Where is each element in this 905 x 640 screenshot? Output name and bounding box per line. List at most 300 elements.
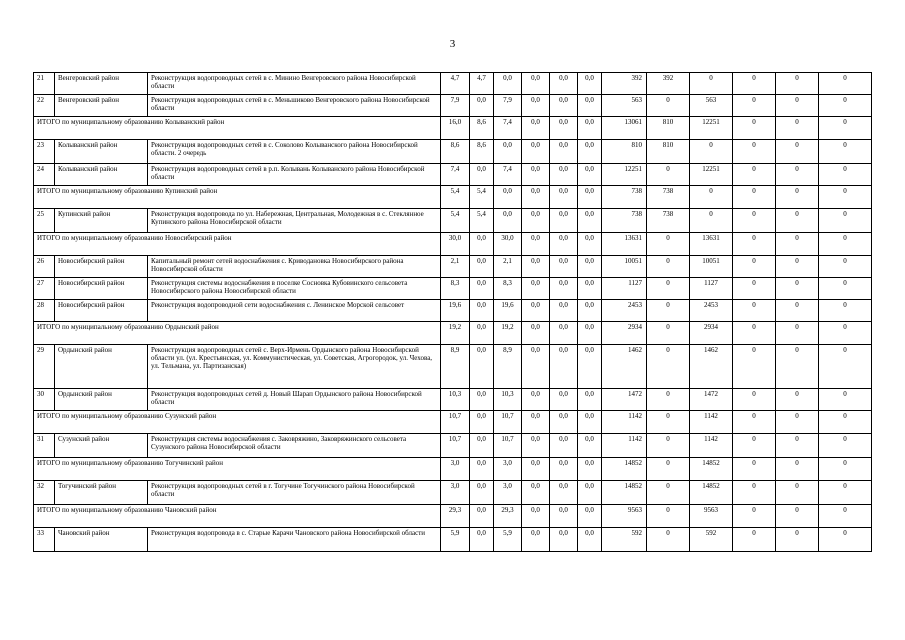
value-cell: 0 bbox=[819, 209, 872, 233]
value-cell: 0 bbox=[733, 164, 776, 186]
value-cell: 0,0 bbox=[522, 117, 550, 140]
table-row bbox=[34, 434, 872, 458]
value-cell: 0,0 bbox=[470, 233, 494, 256]
value-cell: 392 bbox=[647, 73, 690, 95]
value-cell: 0 bbox=[647, 458, 690, 481]
value-cell: 0 bbox=[776, 73, 819, 95]
value-cell: 0,0 bbox=[550, 73, 578, 95]
total-label-cell: ИТОГО по муниципальному образованию Сузунский район bbox=[34, 411, 441, 434]
value-cell: 0 bbox=[733, 434, 776, 458]
total-row bbox=[34, 458, 872, 481]
total-row bbox=[34, 322, 872, 345]
value-cell: 0,0 bbox=[578, 411, 602, 434]
value-cell: 0,0 bbox=[522, 73, 550, 95]
value-cell: 5,4 bbox=[470, 209, 494, 233]
project-name-cell: Реконструкция водопроводных сетей в р.п. Колывань Колыванского района Новосибирской области bbox=[148, 164, 441, 186]
value-cell: 0 bbox=[776, 458, 819, 481]
value-cell: 0,0 bbox=[470, 411, 494, 434]
total-row bbox=[34, 505, 872, 528]
value-cell: 0 bbox=[690, 209, 733, 233]
table-row bbox=[34, 209, 872, 233]
value-cell: 1142 bbox=[690, 411, 733, 434]
table-row bbox=[34, 256, 872, 278]
value-cell: 16,0 bbox=[441, 117, 470, 140]
value-cell: 3,0 bbox=[494, 481, 522, 505]
value-cell: 8,6 bbox=[470, 117, 494, 140]
value-cell: 0 bbox=[776, 256, 819, 278]
value-cell: 0 bbox=[819, 73, 872, 95]
value-cell: 0,0 bbox=[578, 389, 602, 411]
value-cell: 14852 bbox=[602, 481, 647, 505]
table-row bbox=[34, 164, 872, 186]
row-number: 25 bbox=[34, 209, 55, 233]
value-cell: 0 bbox=[690, 73, 733, 95]
value-cell: 1472 bbox=[602, 389, 647, 411]
value-cell: 0,0 bbox=[550, 322, 578, 345]
value-cell: 0 bbox=[819, 434, 872, 458]
value-cell: 5,4 bbox=[441, 209, 470, 233]
value-cell: 0,0 bbox=[578, 481, 602, 505]
value-cell: 0 bbox=[647, 505, 690, 528]
value-cell: 0,0 bbox=[578, 95, 602, 117]
total-label-cell: ИТОГО по муниципальному образованию Ордынский район bbox=[34, 322, 441, 345]
total-row bbox=[34, 411, 872, 434]
value-cell: 1142 bbox=[602, 434, 647, 458]
value-cell: 0,0 bbox=[578, 345, 602, 389]
table-row bbox=[34, 278, 872, 300]
value-cell: 0 bbox=[776, 345, 819, 389]
value-cell: 7,4 bbox=[494, 117, 522, 140]
row-number: 22 bbox=[34, 95, 55, 117]
table-row bbox=[34, 73, 872, 95]
district-cell: Колыванский район bbox=[55, 164, 148, 186]
table-row bbox=[34, 481, 872, 505]
value-cell: 0,0 bbox=[522, 322, 550, 345]
value-cell: 0 bbox=[776, 117, 819, 140]
value-cell: 0,0 bbox=[470, 528, 494, 552]
value-cell: 0 bbox=[819, 256, 872, 278]
value-cell: 592 bbox=[690, 528, 733, 552]
value-cell: 0 bbox=[776, 186, 819, 209]
value-cell: 0,0 bbox=[550, 186, 578, 209]
value-cell: 13631 bbox=[690, 233, 733, 256]
table-row bbox=[34, 95, 872, 117]
value-cell: 0,0 bbox=[470, 95, 494, 117]
value-cell: 0,0 bbox=[550, 256, 578, 278]
value-cell: 0,0 bbox=[550, 278, 578, 300]
table-row bbox=[34, 300, 872, 322]
row-number: 33 bbox=[34, 528, 55, 552]
value-cell: 0,0 bbox=[550, 95, 578, 117]
value-cell: 0 bbox=[647, 278, 690, 300]
value-cell: 2934 bbox=[690, 322, 733, 345]
value-cell: 0 bbox=[776, 434, 819, 458]
value-cell: 13631 bbox=[602, 233, 647, 256]
value-cell: 3,0 bbox=[441, 458, 470, 481]
value-cell: 10,7 bbox=[441, 434, 470, 458]
value-cell: 9563 bbox=[602, 505, 647, 528]
value-cell: 0,0 bbox=[494, 209, 522, 233]
value-cell: 4,7 bbox=[470, 73, 494, 95]
value-cell: 0,0 bbox=[578, 209, 602, 233]
value-cell: 0,0 bbox=[578, 186, 602, 209]
value-cell: 0,0 bbox=[550, 300, 578, 322]
value-cell: 0 bbox=[776, 322, 819, 345]
row-number: 30 bbox=[34, 389, 55, 411]
value-cell: 0 bbox=[733, 256, 776, 278]
value-cell: 0,0 bbox=[522, 481, 550, 505]
value-cell: 29,3 bbox=[441, 505, 470, 528]
row-number: 27 bbox=[34, 278, 55, 300]
value-cell: 0 bbox=[733, 411, 776, 434]
value-cell: 0,0 bbox=[494, 73, 522, 95]
value-cell: 1472 bbox=[690, 389, 733, 411]
value-cell: 0 bbox=[733, 209, 776, 233]
value-cell: 0 bbox=[647, 411, 690, 434]
value-cell: 810 bbox=[647, 117, 690, 140]
value-cell: 0 bbox=[776, 528, 819, 552]
value-cell: 0 bbox=[647, 481, 690, 505]
total-label-cell: ИТОГО по муниципальному образованию Колыванский район bbox=[34, 117, 441, 140]
value-cell: 0,0 bbox=[578, 300, 602, 322]
value-cell: 563 bbox=[690, 95, 733, 117]
value-cell: 0 bbox=[647, 434, 690, 458]
value-cell: 0 bbox=[819, 505, 872, 528]
value-cell: 10051 bbox=[602, 256, 647, 278]
value-cell: 10051 bbox=[690, 256, 733, 278]
value-cell: 0 bbox=[733, 458, 776, 481]
value-cell: 0,0 bbox=[550, 505, 578, 528]
value-cell: 1127 bbox=[690, 278, 733, 300]
value-cell: 0 bbox=[690, 186, 733, 209]
value-cell: 0 bbox=[819, 117, 872, 140]
value-cell: 0 bbox=[776, 411, 819, 434]
value-cell: 0,0 bbox=[578, 256, 602, 278]
value-cell: 0,0 bbox=[550, 233, 578, 256]
value-cell: 8,9 bbox=[494, 345, 522, 389]
value-cell: 0 bbox=[819, 345, 872, 389]
value-cell: 0 bbox=[819, 95, 872, 117]
value-cell: 0 bbox=[819, 233, 872, 256]
district-cell: Ордынский район bbox=[55, 345, 148, 389]
value-cell: 0 bbox=[647, 528, 690, 552]
district-cell: Колыванский район bbox=[55, 140, 148, 164]
value-cell: 0 bbox=[776, 164, 819, 186]
value-cell: 10,3 bbox=[494, 389, 522, 411]
value-cell: 0,0 bbox=[522, 528, 550, 552]
district-cell: Чановский район bbox=[55, 528, 148, 552]
value-cell: 0 bbox=[647, 256, 690, 278]
value-cell: 0,0 bbox=[522, 140, 550, 164]
row-number: 29 bbox=[34, 345, 55, 389]
value-cell: 0 bbox=[647, 95, 690, 117]
district-cell: Новосибирский район bbox=[55, 300, 148, 322]
district-cell: Купинский район bbox=[55, 209, 148, 233]
value-cell: 19,6 bbox=[441, 300, 470, 322]
value-cell: 0,0 bbox=[578, 140, 602, 164]
value-cell: 0 bbox=[776, 389, 819, 411]
value-cell: 0 bbox=[819, 322, 872, 345]
value-cell: 13061 bbox=[602, 117, 647, 140]
value-cell: 0,0 bbox=[522, 278, 550, 300]
value-cell: 0,0 bbox=[578, 117, 602, 140]
value-cell: 0 bbox=[776, 233, 819, 256]
project-name-cell: Реконструкция водопровода в с. Старые Карачи Чановского района Новосибирской области bbox=[148, 528, 441, 552]
value-cell: 0 bbox=[819, 186, 872, 209]
value-cell: 392 bbox=[602, 73, 647, 95]
table-row bbox=[34, 528, 872, 552]
value-cell: 0 bbox=[733, 233, 776, 256]
project-name-cell: Реконструкция системы водоснабжения в поселке Сосновка Кубовинского сельсовета Новосибирского района Новосибирской области bbox=[148, 278, 441, 300]
value-cell: 0,0 bbox=[550, 117, 578, 140]
total-label-cell: ИТОГО по муниципальному образованию Тогучинский район bbox=[34, 458, 441, 481]
value-cell: 0,0 bbox=[550, 209, 578, 233]
value-cell: 0 bbox=[776, 209, 819, 233]
value-cell: 1462 bbox=[690, 345, 733, 389]
value-cell: 14852 bbox=[602, 458, 647, 481]
value-cell: 10,7 bbox=[494, 411, 522, 434]
value-cell: 0 bbox=[733, 278, 776, 300]
value-cell: 29,3 bbox=[494, 505, 522, 528]
total-row bbox=[34, 233, 872, 256]
row-number: 32 bbox=[34, 481, 55, 505]
value-cell: 0,0 bbox=[522, 345, 550, 389]
table-row bbox=[34, 345, 872, 389]
value-cell: 0 bbox=[776, 481, 819, 505]
value-cell: 0,0 bbox=[578, 164, 602, 186]
row-number: 28 bbox=[34, 300, 55, 322]
value-cell: 19,6 bbox=[494, 300, 522, 322]
value-cell: 14852 bbox=[690, 481, 733, 505]
value-cell: 8,3 bbox=[494, 278, 522, 300]
value-cell: 2934 bbox=[602, 322, 647, 345]
value-cell: 0,0 bbox=[578, 528, 602, 552]
value-cell: 0 bbox=[819, 411, 872, 434]
value-cell: 0,0 bbox=[578, 505, 602, 528]
value-cell: 0,0 bbox=[550, 389, 578, 411]
value-cell: 0 bbox=[819, 300, 872, 322]
total-label-cell: ИТОГО по муниципальному образованию Новосибирский район bbox=[34, 233, 441, 256]
value-cell: 0 bbox=[733, 186, 776, 209]
value-cell: 0 bbox=[733, 140, 776, 164]
value-cell: 0,0 bbox=[550, 528, 578, 552]
value-cell: 563 bbox=[602, 95, 647, 117]
value-cell: 8,9 bbox=[441, 345, 470, 389]
total-row bbox=[34, 117, 872, 140]
district-cell: Тогучинский район bbox=[55, 481, 148, 505]
value-cell: 3,0 bbox=[441, 481, 470, 505]
value-cell: 7,9 bbox=[494, 95, 522, 117]
value-cell: 0,0 bbox=[550, 345, 578, 389]
value-cell: 1142 bbox=[602, 411, 647, 434]
value-cell: 0,0 bbox=[522, 411, 550, 434]
value-cell: 0,0 bbox=[522, 186, 550, 209]
value-cell: 810 bbox=[602, 140, 647, 164]
value-cell: 0,0 bbox=[578, 434, 602, 458]
value-cell: 592 bbox=[602, 528, 647, 552]
value-cell: 0,0 bbox=[550, 458, 578, 481]
value-cell: 0,0 bbox=[522, 164, 550, 186]
row-number: 21 bbox=[34, 73, 55, 95]
value-cell: 738 bbox=[602, 186, 647, 209]
value-cell: 0,0 bbox=[470, 345, 494, 389]
value-cell: 4,7 bbox=[441, 73, 470, 95]
value-cell: 0 bbox=[819, 140, 872, 164]
water-supply-table bbox=[33, 72, 872, 552]
value-cell: 0,0 bbox=[470, 322, 494, 345]
value-cell: 0,0 bbox=[578, 322, 602, 345]
value-cell: 0 bbox=[733, 117, 776, 140]
value-cell: 0,0 bbox=[550, 481, 578, 505]
value-cell: 8,3 bbox=[441, 278, 470, 300]
value-cell: 0,0 bbox=[522, 256, 550, 278]
value-cell: 10,7 bbox=[494, 434, 522, 458]
value-cell: 2453 bbox=[690, 300, 733, 322]
value-cell: 1127 bbox=[602, 278, 647, 300]
value-cell: 0,0 bbox=[470, 164, 494, 186]
value-cell: 738 bbox=[602, 209, 647, 233]
value-cell: 0,0 bbox=[550, 164, 578, 186]
value-cell: 0,0 bbox=[522, 434, 550, 458]
page-number: 3 bbox=[449, 38, 456, 50]
value-cell: 0,0 bbox=[522, 233, 550, 256]
value-cell: 12251 bbox=[690, 117, 733, 140]
value-cell: 0,0 bbox=[550, 434, 578, 458]
value-cell: 0,0 bbox=[550, 140, 578, 164]
project-name-cell: Капитальный ремонт сетей водоснабжения с. Криводановка Новосибирского района Новосибирской области bbox=[148, 256, 441, 278]
value-cell: 0,0 bbox=[522, 95, 550, 117]
value-cell: 0 bbox=[819, 528, 872, 552]
project-name-cell: Реконструкция водопроводных сетей в с. Меньшиково Венгеровского района Новосибирской области bbox=[148, 95, 441, 117]
value-cell: 5,4 bbox=[441, 186, 470, 209]
value-cell: 0 bbox=[776, 140, 819, 164]
value-cell: 810 bbox=[647, 140, 690, 164]
value-cell: 0 bbox=[819, 481, 872, 505]
row-number: 23 bbox=[34, 140, 55, 164]
value-cell: 12251 bbox=[690, 164, 733, 186]
value-cell: 0,0 bbox=[470, 256, 494, 278]
value-cell: 0,0 bbox=[578, 233, 602, 256]
value-cell: 0,0 bbox=[578, 458, 602, 481]
value-cell: 0 bbox=[776, 95, 819, 117]
value-cell: 30,0 bbox=[441, 233, 470, 256]
value-cell: 0,0 bbox=[470, 300, 494, 322]
table-row bbox=[34, 140, 872, 164]
value-cell: 0 bbox=[733, 73, 776, 95]
total-label-cell: ИТОГО по муниципальному образованию Купинский район bbox=[34, 186, 441, 209]
project-name-cell: Реконструкция водопроводных сетей в г. Тогучине Тогучинского района Новосибирской области bbox=[148, 481, 441, 505]
project-name-cell: Реконструкция водопроводных сетей д. Новый Шарап Ордынского района Новосибирской области bbox=[148, 389, 441, 411]
value-cell: 738 bbox=[647, 186, 690, 209]
value-cell: 0,0 bbox=[494, 140, 522, 164]
project-name-cell: Реконструкция водопроводной сети водоснабжения с. Ленинское Морской сельсовет bbox=[148, 300, 441, 322]
value-cell: 10,3 bbox=[441, 389, 470, 411]
value-cell: 0 bbox=[733, 481, 776, 505]
value-cell: 2,1 bbox=[441, 256, 470, 278]
value-cell: 0 bbox=[733, 345, 776, 389]
project-name-cell: Реконструкция водопроводных сетей в с. Соколово Колыванского района Новосибирской области. 2 очередь bbox=[148, 140, 441, 164]
row-number: 26 bbox=[34, 256, 55, 278]
table-row bbox=[34, 389, 872, 411]
value-cell: 0,0 bbox=[550, 411, 578, 434]
total-row bbox=[34, 186, 872, 209]
value-cell: 0 bbox=[733, 505, 776, 528]
value-cell: 30,0 bbox=[494, 233, 522, 256]
value-cell: 0 bbox=[733, 322, 776, 345]
value-cell: 19,2 bbox=[441, 322, 470, 345]
value-cell: 1462 bbox=[602, 345, 647, 389]
district-cell: Новосибирский район bbox=[55, 278, 148, 300]
value-cell: 738 bbox=[647, 209, 690, 233]
value-cell: 14852 bbox=[690, 458, 733, 481]
value-cell: 0 bbox=[647, 164, 690, 186]
district-cell: Венгеровский район bbox=[55, 95, 148, 117]
value-cell: 9563 bbox=[690, 505, 733, 528]
value-cell: 5,9 bbox=[494, 528, 522, 552]
value-cell: 0,0 bbox=[578, 278, 602, 300]
value-cell: 0,0 bbox=[470, 434, 494, 458]
value-cell: 10,7 bbox=[441, 411, 470, 434]
value-cell: 0 bbox=[776, 278, 819, 300]
district-cell: Венгеровский район bbox=[55, 73, 148, 95]
value-cell: 0,0 bbox=[522, 505, 550, 528]
value-cell: 0 bbox=[733, 389, 776, 411]
row-number: 24 bbox=[34, 164, 55, 186]
project-name-cell: Реконструкция системы водоснабжения с. Заковряжино, Заковряжинского сельсовета Сузунского района Новосибирской области bbox=[148, 434, 441, 458]
project-name-cell: Реконструкция водопровода по ул. Набережная, Центральная, Молодежная в с. Стеклянное Купинского района Новосибирской области bbox=[148, 209, 441, 233]
value-cell: 12251 bbox=[602, 164, 647, 186]
value-cell: 0 bbox=[647, 300, 690, 322]
value-cell: 0,0 bbox=[470, 389, 494, 411]
value-cell: 0,0 bbox=[470, 481, 494, 505]
project-name-cell: Реконструкция водопроводных сетей в с. Минино Венгеровского района Новосибирской области bbox=[148, 73, 441, 95]
value-cell: 0 bbox=[819, 278, 872, 300]
value-cell: 0 bbox=[647, 389, 690, 411]
value-cell: 7,4 bbox=[494, 164, 522, 186]
value-cell: 0,0 bbox=[470, 458, 494, 481]
value-cell: 0 bbox=[776, 505, 819, 528]
value-cell: 0 bbox=[819, 164, 872, 186]
value-cell: 0 bbox=[733, 300, 776, 322]
value-cell: 0,0 bbox=[522, 389, 550, 411]
value-cell: 0,0 bbox=[522, 458, 550, 481]
value-cell: 5,4 bbox=[470, 186, 494, 209]
value-cell: 1142 bbox=[690, 434, 733, 458]
value-cell: 0,0 bbox=[494, 186, 522, 209]
value-cell: 7,9 bbox=[441, 95, 470, 117]
value-cell: 2453 bbox=[602, 300, 647, 322]
value-cell: 0,0 bbox=[578, 73, 602, 95]
value-cell: 0 bbox=[733, 528, 776, 552]
value-cell: 0 bbox=[647, 322, 690, 345]
value-cell: 0 bbox=[647, 345, 690, 389]
value-cell: 0 bbox=[819, 389, 872, 411]
value-cell: 0,0 bbox=[470, 278, 494, 300]
total-label-cell: ИТОГО по муниципальному образованию Чановский район bbox=[34, 505, 441, 528]
district-cell: Ордынский район bbox=[55, 389, 148, 411]
value-cell: 7,4 bbox=[441, 164, 470, 186]
value-cell: 0,0 bbox=[522, 300, 550, 322]
district-cell: Новосибирский район bbox=[55, 256, 148, 278]
value-cell: 5,9 bbox=[441, 528, 470, 552]
row-number: 31 bbox=[34, 434, 55, 458]
value-cell: 0 bbox=[819, 458, 872, 481]
value-cell: 2,1 bbox=[494, 256, 522, 278]
value-cell: 3,0 bbox=[494, 458, 522, 481]
value-cell: 0 bbox=[776, 300, 819, 322]
district-cell: Сузунский район bbox=[55, 434, 148, 458]
value-cell: 8,6 bbox=[470, 140, 494, 164]
